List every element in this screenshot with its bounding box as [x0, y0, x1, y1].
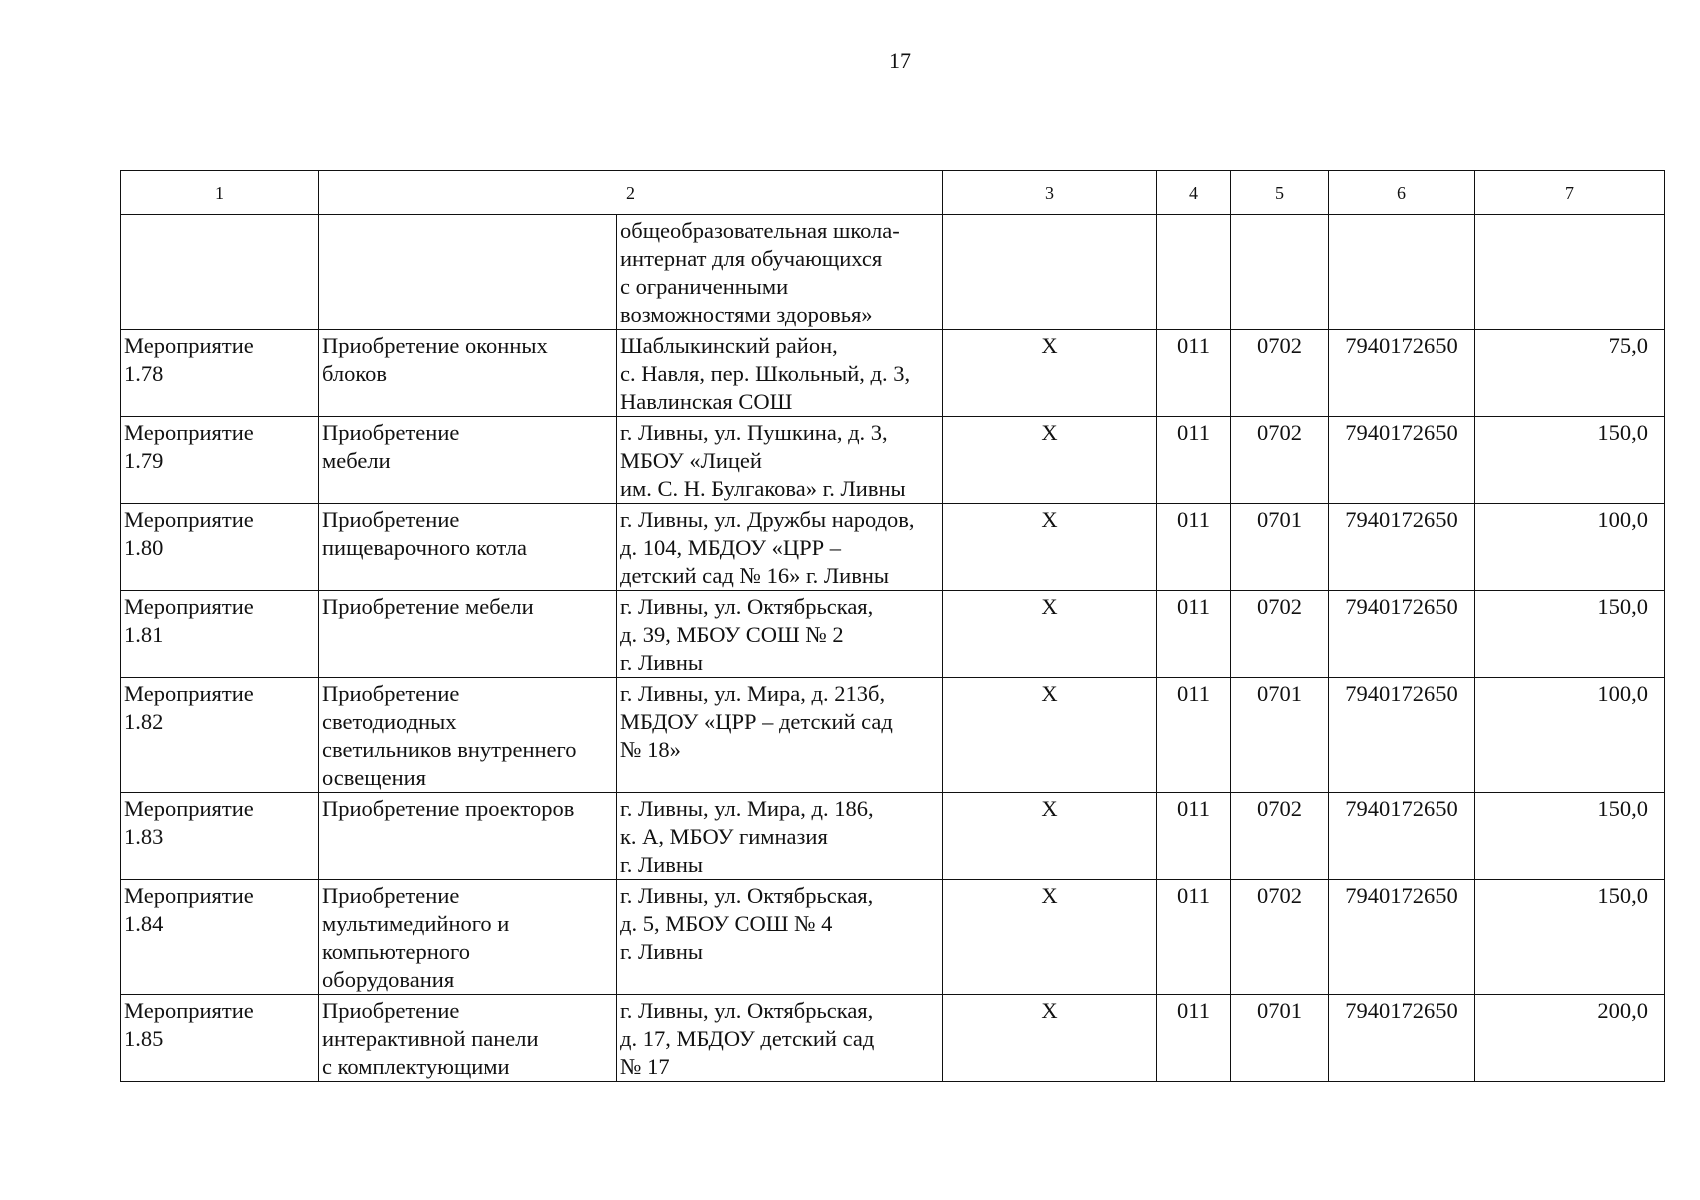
table-row	[121, 330, 1665, 417]
col7-cell: 150,0	[1475, 880, 1665, 995]
name-line: блоков	[322, 361, 388, 386]
event-line: 1.84	[124, 911, 164, 936]
table-row	[121, 793, 1665, 880]
event-line: Мероприятие	[124, 883, 254, 908]
address-line: г. Ливны	[620, 852, 704, 877]
col7-cell	[1475, 215, 1665, 330]
name-line: Приобретение	[322, 681, 460, 706]
name-line: компьютерного	[322, 939, 470, 964]
name-line: мебели	[322, 448, 391, 473]
event-cell	[121, 678, 319, 793]
event-cell	[121, 793, 319, 880]
table-row	[121, 504, 1665, 591]
header-cell-5: 5	[1231, 171, 1329, 215]
address-cell	[617, 417, 943, 504]
event-line: Мероприятие	[124, 420, 254, 445]
name-line: светодиодных	[322, 709, 457, 734]
name-cell	[319, 591, 617, 678]
name-line: Приобретение проекторов	[322, 796, 575, 821]
name-cell	[319, 793, 617, 880]
col5-cell: 0701	[1231, 995, 1329, 1082]
address-line: д. 39, МБОУ СОШ № 2	[620, 622, 844, 647]
address-cell	[617, 678, 943, 793]
col3-cell: X	[943, 995, 1157, 1082]
header-cell-1: 1	[121, 171, 319, 215]
table-row-continuation	[121, 215, 1665, 330]
address-cell	[617, 215, 943, 330]
col4-cell: 011	[1157, 417, 1231, 504]
name-line: Приобретение	[322, 420, 460, 445]
event-line: 1.80	[124, 535, 164, 560]
address-line: МБОУ «Лицей	[620, 448, 762, 473]
address-line: г. Ливны, ул. Дружбы народов,	[620, 507, 915, 532]
event-line: 1.82	[124, 709, 164, 734]
name-line: Приобретение	[322, 507, 460, 532]
address-line: Навлинская СОШ	[620, 389, 793, 414]
col5-cell: 0702	[1231, 591, 1329, 678]
address-line: д. 5, МБОУ СОШ № 4	[620, 911, 833, 936]
col3-cell: X	[943, 504, 1157, 591]
address-line: г. Ливны, ул. Пушкина, д. 3,	[620, 420, 888, 445]
event-cell	[121, 995, 319, 1082]
table-header-row	[121, 171, 1665, 215]
name-line: интерактивной панели	[322, 1026, 539, 1051]
address-line: г. Ливны	[620, 939, 704, 964]
col6-cell: 7940172650	[1329, 504, 1475, 591]
event-cell	[121, 215, 319, 330]
name-cell	[319, 678, 617, 793]
address-line: возможностями здоровья»	[620, 302, 873, 327]
address-line: детский сад № 16» г. Ливны	[620, 563, 889, 588]
col4-cell: 011	[1157, 995, 1231, 1082]
name-cell	[319, 417, 617, 504]
col4-cell: 011	[1157, 793, 1231, 880]
address-line: г. Ливны, ул. Мира, д. 213б,	[620, 681, 886, 706]
name-line: Приобретение мебели	[322, 594, 534, 619]
header-cell-2: 2	[319, 171, 943, 215]
table-row	[121, 995, 1665, 1082]
name-line: с комплектующими	[322, 1054, 510, 1079]
event-cell	[121, 591, 319, 678]
event-line: Мероприятие	[124, 998, 254, 1023]
header-cell-4: 4	[1157, 171, 1231, 215]
address-line: им. С. Н. Булгакова» г. Ливны	[620, 476, 906, 501]
name-cell	[319, 995, 617, 1082]
address-line: г. Ливны, ул. Октябрьская,	[620, 998, 874, 1023]
event-cell	[121, 330, 319, 417]
event-line: Мероприятие	[124, 594, 254, 619]
col5-cell: 0701	[1231, 678, 1329, 793]
name-line: мультимедийного и	[322, 911, 510, 936]
address-line: с. Навля, пер. Школьный, д. 3,	[620, 361, 911, 386]
col6-cell: 7940172650	[1329, 793, 1475, 880]
address-line: г. Ливны, ул. Мира, д. 186,	[620, 796, 874, 821]
address-cell	[617, 591, 943, 678]
col7-cell: 200,0	[1475, 995, 1665, 1082]
col6-cell	[1329, 215, 1475, 330]
col4-cell	[1157, 215, 1231, 330]
col6-cell: 7940172650	[1329, 678, 1475, 793]
col6-cell: 7940172650	[1329, 591, 1475, 678]
event-line: 1.85	[124, 1026, 164, 1051]
col7-cell: 100,0	[1475, 678, 1665, 793]
address-line: г. Ливны	[620, 650, 704, 675]
col3-cell: X	[943, 330, 1157, 417]
name-line: Приобретение	[322, 883, 460, 908]
table-row	[121, 678, 1665, 793]
col4-cell: 011	[1157, 678, 1231, 793]
col7-cell: 150,0	[1475, 591, 1665, 678]
address-line: № 17	[620, 1054, 670, 1079]
address-line: г. Ливны, ул. Октябрьская,	[620, 883, 874, 908]
name-line: пищеварочного котла	[322, 535, 528, 560]
col3-cell: X	[943, 678, 1157, 793]
name-cell	[319, 215, 617, 330]
table-row	[121, 591, 1665, 678]
col5-cell: 0702	[1231, 330, 1329, 417]
col3-cell: X	[943, 417, 1157, 504]
col5-cell: 0702	[1231, 880, 1329, 995]
name-line: освещения	[322, 765, 427, 790]
col5-cell	[1231, 215, 1329, 330]
col7-cell: 75,0	[1475, 330, 1665, 417]
name-cell	[319, 880, 617, 995]
col3-cell	[943, 215, 1157, 330]
col6-cell: 7940172650	[1329, 995, 1475, 1082]
event-line: Мероприятие	[124, 796, 254, 821]
address-cell	[617, 995, 943, 1082]
name-line: светильников внутреннего	[322, 737, 577, 762]
col3-cell: X	[943, 880, 1157, 995]
event-cell	[121, 504, 319, 591]
col6-cell: 7940172650	[1329, 417, 1475, 504]
name-line: Приобретение оконных	[322, 333, 548, 358]
address-line: д. 17, МБДОУ детский сад	[620, 1026, 875, 1051]
event-line: Мероприятие	[124, 681, 254, 706]
address-cell	[617, 880, 943, 995]
event-line: 1.83	[124, 824, 164, 849]
col7-cell: 100,0	[1475, 504, 1665, 591]
col4-cell: 011	[1157, 330, 1231, 417]
page-number: 17	[889, 48, 911, 73]
address-cell	[617, 330, 943, 417]
name-line: Приобретение	[322, 998, 460, 1023]
address-line: общеобразовательная школа-	[620, 218, 900, 243]
col3-cell: X	[943, 591, 1157, 678]
table-row	[121, 880, 1665, 995]
col4-cell: 011	[1157, 591, 1231, 678]
col6-cell: 7940172650	[1329, 330, 1475, 417]
event-cell	[121, 417, 319, 504]
address-cell	[617, 504, 943, 591]
col3-cell: X	[943, 793, 1157, 880]
event-line: 1.79	[124, 448, 164, 473]
col4-cell: 011	[1157, 880, 1231, 995]
address-line: Шаблыкинский район,	[620, 333, 838, 358]
address-line: к. А, МБОУ гимназия	[620, 824, 828, 849]
table-row	[121, 417, 1665, 504]
event-line: Мероприятие	[124, 333, 254, 358]
address-line: г. Ливны, ул. Октябрьская,	[620, 594, 874, 619]
header-cell-6: 6	[1329, 171, 1475, 215]
header-cell-3: 3	[943, 171, 1157, 215]
col6-cell: 7940172650	[1329, 880, 1475, 995]
address-line: д. 104, МБДОУ «ЦРР –	[620, 535, 842, 560]
address-line: интернат для обучающихся	[620, 246, 883, 271]
event-cell	[121, 880, 319, 995]
col7-cell: 150,0	[1475, 417, 1665, 504]
expenditure-table	[120, 170, 1665, 1082]
col5-cell: 0702	[1231, 417, 1329, 504]
address-cell	[617, 793, 943, 880]
name-cell	[319, 504, 617, 591]
event-line: Мероприятие	[124, 507, 254, 532]
name-line: оборудования	[322, 967, 455, 992]
event-line: 1.81	[124, 622, 164, 647]
col4-cell: 011	[1157, 504, 1231, 591]
event-line: 1.78	[124, 361, 164, 386]
address-line: МБДОУ «ЦРР – детский сад	[620, 709, 893, 734]
col5-cell: 0701	[1231, 504, 1329, 591]
col5-cell: 0702	[1231, 793, 1329, 880]
name-cell	[319, 330, 617, 417]
address-line: № 18»	[620, 737, 681, 762]
address-line: с ограниченными	[620, 274, 789, 299]
header-cell-7: 7	[1475, 171, 1665, 215]
col7-cell: 150,0	[1475, 793, 1665, 880]
